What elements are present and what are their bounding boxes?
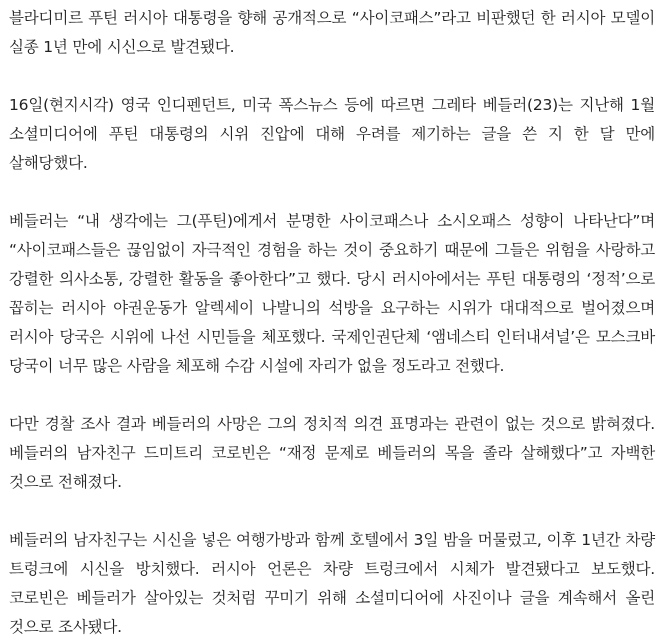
paragraph-details: 베들러의 남자친구는 시신을 넣은 여행가방과 함께 호텔에서 3일 밤을 머물렀고, 이후 1년간 차량 트렁크에 시신을 방치했다. 러시아 언론은 차량 트렁크에서 시체가 발견됐다고 보도했다. 코로빈은 베들러가 살아있는 것처럼 꾸미기 위해 소셜미디어에 사진이나 글을 계속해서 올린 것으로 조사됐다. (9, 531, 655, 636)
paragraph-background: 16일(현지시각) 영국 인디펜던트, 미국 폭스뉴스 등에 따르면 그레타 베들러(23)는 지난해 1월 소셜미디어에 푸틴 대통령의 시위 진압에 대해 우려를 제기하는 글을 쓴 지 한 달 만에 살해당했다. (9, 96, 655, 172)
paragraph-investigation: 다만 경찰 조사 결과 베들러의 사망은 그의 정치적 의견 표명과는 관련이 없는 것으로 밝혀졌다. 베들러의 남자친구 드미트리 코로빈은 “재정 문제로 베들러의 목을 졸라 살해했다”고 자백한 것으로 전해졌다. (9, 415, 655, 491)
paragraph-quote: 베들러는 “내 생각에는 그(푸틴)에게서 분명한 사이코패스나 소시오패스 성향이 나타난다”며 “사이코패스들은 끊임없이 자극적인 경험을 하는 것이 중요하기 때문에 그들은 위험을 사랑하고 강렬한 의사소통, 강렬한 활동을 좋아한다”고 했다. 당시 러시아에서는 푸틴 대통령의 ‘정적’으로 꼽히는 러시아 야권운동가 알렉세이 나발니의 석방을 요구하는 시위가 대대적으로 벌어졌으며 러시아 당국은 시위에 나선 시민들을 체포했다. 국제인권단체 ‘앰네스티 인터내셔널’은 모스크바 당국이 너무 많은 사람을 체포해 수감 시설에 자리가 없을 정도라고 전했다. (9, 212, 655, 375)
paragraph-intro: 블라디미르 푸틴 러시아 대통령을 향해 공개적으로 “사이코패스”라고 비판했던 한 러시아 모델이 실종 1년 만에 시신으로 발견됐다. (9, 9, 655, 56)
article-body (9, 4, 655, 642)
